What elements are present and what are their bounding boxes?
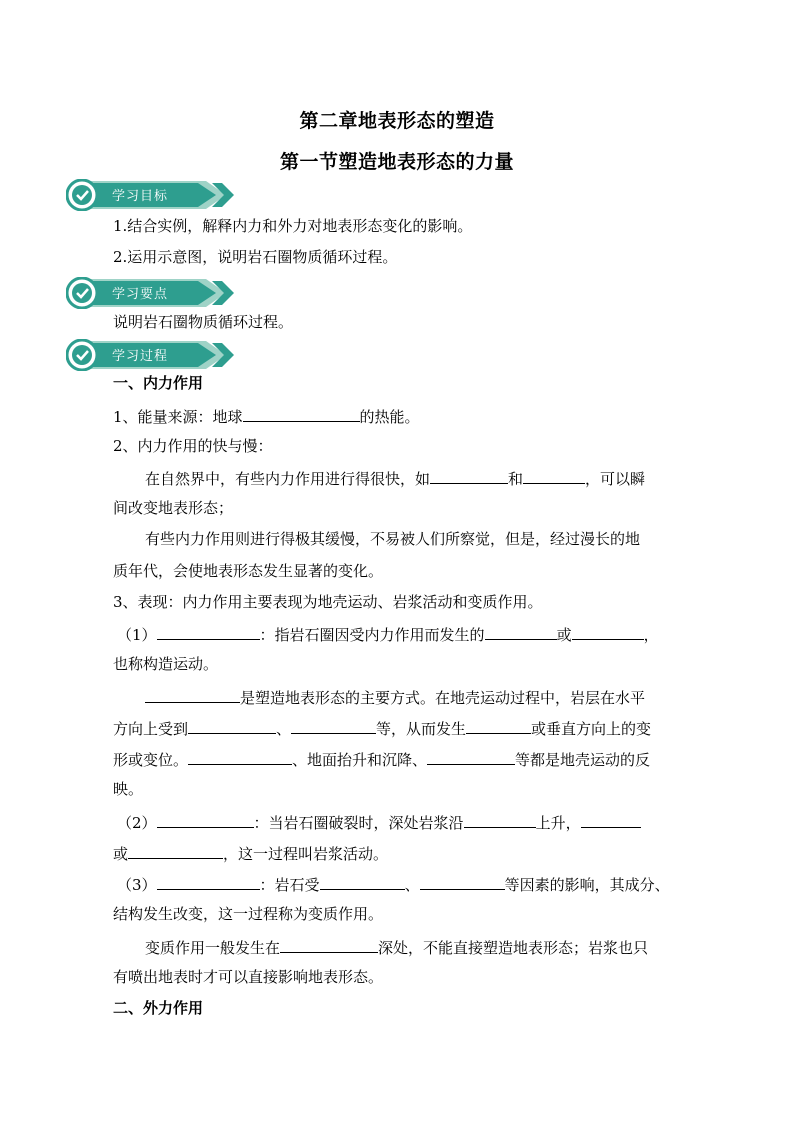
magma-line-2 (113, 842, 388, 864)
blank-reflect-2[interactable] (427, 748, 515, 765)
meta-text-a: （3） (117, 876, 157, 894)
process-banner-label: 学习过程 (112, 349, 169, 364)
main-text-h: 等都是地壳运动的反 (515, 751, 651, 769)
crust-line-2: 也称构造运动。 (113, 655, 219, 673)
main-text-g: 、地面抬升和沉降、 (292, 751, 428, 769)
blank-fast-2[interactable] (523, 467, 585, 484)
fast-text-c: ，可以瞬 (585, 470, 646, 488)
blank-magma-path[interactable] (464, 811, 536, 828)
magma-text-a: （2） (117, 814, 157, 832)
blank-magma-1[interactable] (581, 811, 641, 828)
fast-line-2: 间改变地表形态； (113, 499, 234, 517)
meta-line-1 (117, 873, 670, 895)
magma-text-c: 上升， (535, 814, 581, 832)
key-points-banner-label: 学习要点 (112, 287, 169, 302)
blank-crust-1[interactable] (485, 623, 557, 640)
main-text-a: 是塑造地表形态的主要方式。在地壳运动过程中，岩层在水平 (240, 689, 646, 707)
blank-force-1[interactable] (188, 717, 276, 734)
main-text-c: 、 (276, 720, 292, 738)
objective-2: 2.运用示意图，说明岩石圈物质循环过程。 (113, 248, 398, 266)
main-line-1 (145, 686, 645, 708)
blank-crust-2[interactable] (572, 623, 644, 640)
slow-line-2: 质年代，会使地表形态发生显著的变化。 (113, 562, 384, 580)
magma-line-1 (117, 811, 641, 833)
objectives-banner-label: 学习目标 (112, 189, 169, 204)
note-line-2: 有喷出地表时才可以直接影响地表形态。 (113, 968, 384, 986)
objective-1: 1.结合实例，解释内力和外力对地表形态变化的影响。 (113, 217, 473, 235)
blank-fast-1[interactable] (430, 467, 508, 484)
fast-text-a: 在自然界中，有些内力作用进行得很快，如 (145, 470, 431, 488)
blank-crust-name[interactable] (157, 623, 260, 640)
process-banner (66, 339, 236, 371)
blank-earth-energy[interactable] (243, 405, 360, 422)
forms-line: 3、表现：内力作用主要表现为地壳运动、岩浆活动和变质作用。 (113, 593, 543, 611)
blank-meta-1[interactable] (320, 873, 405, 890)
blank-meta-name[interactable] (157, 873, 260, 890)
meta-text-b: ：岩石受 (259, 876, 320, 894)
chapter-title: 第二章地表形态的塑造 (299, 110, 495, 132)
key-points-banner (66, 277, 236, 309)
section-title: 第一节塑造地表形态的力量 (279, 151, 514, 173)
main-line-2 (113, 717, 651, 739)
main-text-f: 形或变位。 (113, 751, 189, 769)
blank-magma-2[interactable] (128, 842, 223, 859)
crust-text-b: ：指岩石圈因受内力作用而发生的 (259, 626, 485, 644)
crust-text-d: ， (643, 626, 659, 644)
crust-line-1 (117, 623, 659, 645)
main-text-e: 或垂直方向上的变 (531, 720, 652, 738)
main-text-b: 方向上受到 (113, 720, 189, 738)
note-text-b: 深处，不能直接塑造地表形态；岩浆也只 (378, 939, 649, 957)
note-text-a: 变质作用一般发生在 (145, 939, 281, 957)
magma-text-d: 或 (113, 845, 129, 863)
meta-text-c: 、 (404, 876, 420, 894)
speed-title: 2、内力作用的快与慢： (113, 437, 273, 455)
magma-text-b: ：当岩石圈破裂时，深处岩浆沿 (253, 814, 464, 832)
blank-meta-2[interactable] (420, 873, 505, 890)
blank-deform[interactable] (466, 717, 531, 734)
crust-text-c: 或 (556, 626, 572, 644)
part1-heading: 一、内力作用 (113, 374, 204, 392)
blank-magma-name[interactable] (157, 811, 254, 828)
energy-source-line (113, 405, 420, 427)
blank-main-form[interactable] (145, 686, 240, 703)
part2-heading: 二、外力作用 (113, 999, 204, 1017)
crust-text-a: （1） (117, 626, 157, 644)
blank-reflect-1[interactable] (188, 748, 292, 765)
blank-force-2[interactable] (291, 717, 376, 734)
meta-text-d: 等因素的影响，其成分、 (504, 876, 670, 894)
main-line-4: 映。 (113, 780, 144, 798)
meta-line-2: 结构发生改变，这一过程称为变质作用。 (113, 905, 384, 923)
objectives-banner (66, 179, 236, 211)
magma-text-e: ，这一过程叫岩浆活动。 (223, 845, 389, 863)
energy-text-a: 1、能量来源：地球 (113, 408, 243, 426)
main-text-d: 等，从而发生 (376, 720, 467, 738)
energy-text-b: 的热能。 (359, 408, 420, 426)
fast-line (145, 467, 645, 489)
slow-line-1: 有些内力作用则进行得极其缓慢，不易被人们所察觉，但是，经过漫长的地 (145, 530, 641, 548)
main-line-3 (113, 748, 650, 770)
blank-note-depth[interactable] (280, 936, 378, 953)
key-point-text: 说明岩石圈物质循环过程。 (113, 313, 294, 331)
fast-text-b: 和 (508, 470, 524, 488)
note-line-1 (145, 936, 648, 958)
